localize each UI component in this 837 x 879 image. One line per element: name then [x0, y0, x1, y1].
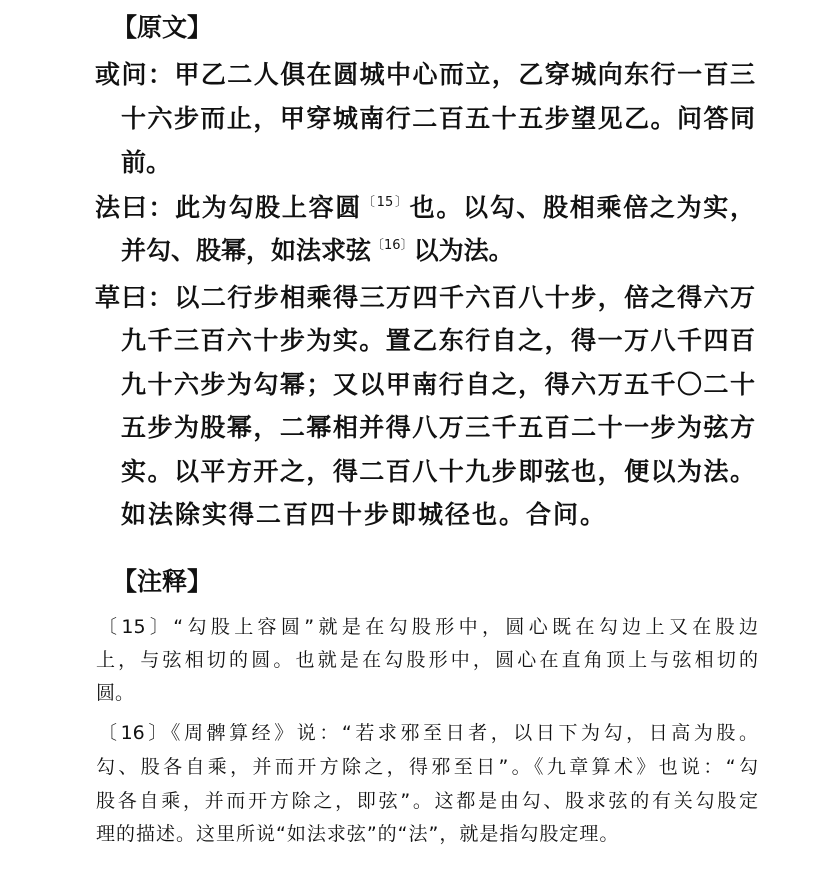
footnote-ref-16: 〔16〕	[371, 238, 414, 253]
section-heading-notes: 【注释】	[112, 567, 213, 596]
draft-line: 如法除实得二百四十步即城径也。合问。	[121, 500, 608, 529]
note-line: 股各自乘，并而开方除之，即弦”。这都是由勾、股求弦的有关勾股定	[96, 790, 758, 812]
note-line: 理的描述。这里所说“如法求弦”的“法”，就是指勾股定理。	[96, 823, 620, 845]
text-line: 前。	[121, 148, 172, 177]
method-text: 并勾、股幂，如法求弦	[121, 236, 372, 265]
method-text: 法曰：此为勾股上容圆	[95, 193, 362, 222]
method-line-1	[95, 193, 755, 223]
footnote-ref-15: 〔15〕	[361, 195, 410, 210]
draft-line: 实。以平方开之，得二百八十九步即弦也，便以为法。	[121, 457, 755, 486]
section-heading-original: 【原文】	[112, 13, 213, 42]
note-line: 圆。	[96, 682, 135, 704]
method-text: 以为法。	[413, 236, 514, 265]
draft-line: 五步为股幂，二幂相并得八万三千五百二十一步为弦方	[121, 413, 755, 442]
note-line: 勾、股各自乘，并而开方除之，得邪至日”。《九章算术》也说：“勾	[96, 756, 758, 778]
text-line: 或问：甲乙二人俱在圆城中心而立，乙穿城向东行一百三	[95, 60, 755, 89]
note-line: 上，与弦相切的圆。也就是在勾股形中，圆心在直角顶上与弦相切的	[96, 649, 758, 671]
method-line-2	[121, 236, 514, 266]
note-line: 〔16〕《周髀算经》说：“若求邪至日者，以日下为勾，日高为股。	[98, 722, 758, 744]
draft-line: 九十六步为勾幂；又以甲南行自之，得六万五千〇二十	[121, 370, 755, 399]
note-line: 〔15〕“勾股上容圆”就是在勾股形中，圆心既在勾边上又在股边	[98, 616, 758, 638]
method-text: 也。以勾、股相乘倍之为实，	[409, 193, 755, 222]
draft-line: 草曰：以二行步相乘得三万四千六百八十步，倍之得六万	[95, 283, 755, 312]
draft-line: 九千三百六十步为实。置乙东行自之，得一万八千四百	[121, 326, 755, 355]
text-line: 十六步而止，甲穿城南行二百五十五步望见乙。问答同	[121, 104, 755, 133]
